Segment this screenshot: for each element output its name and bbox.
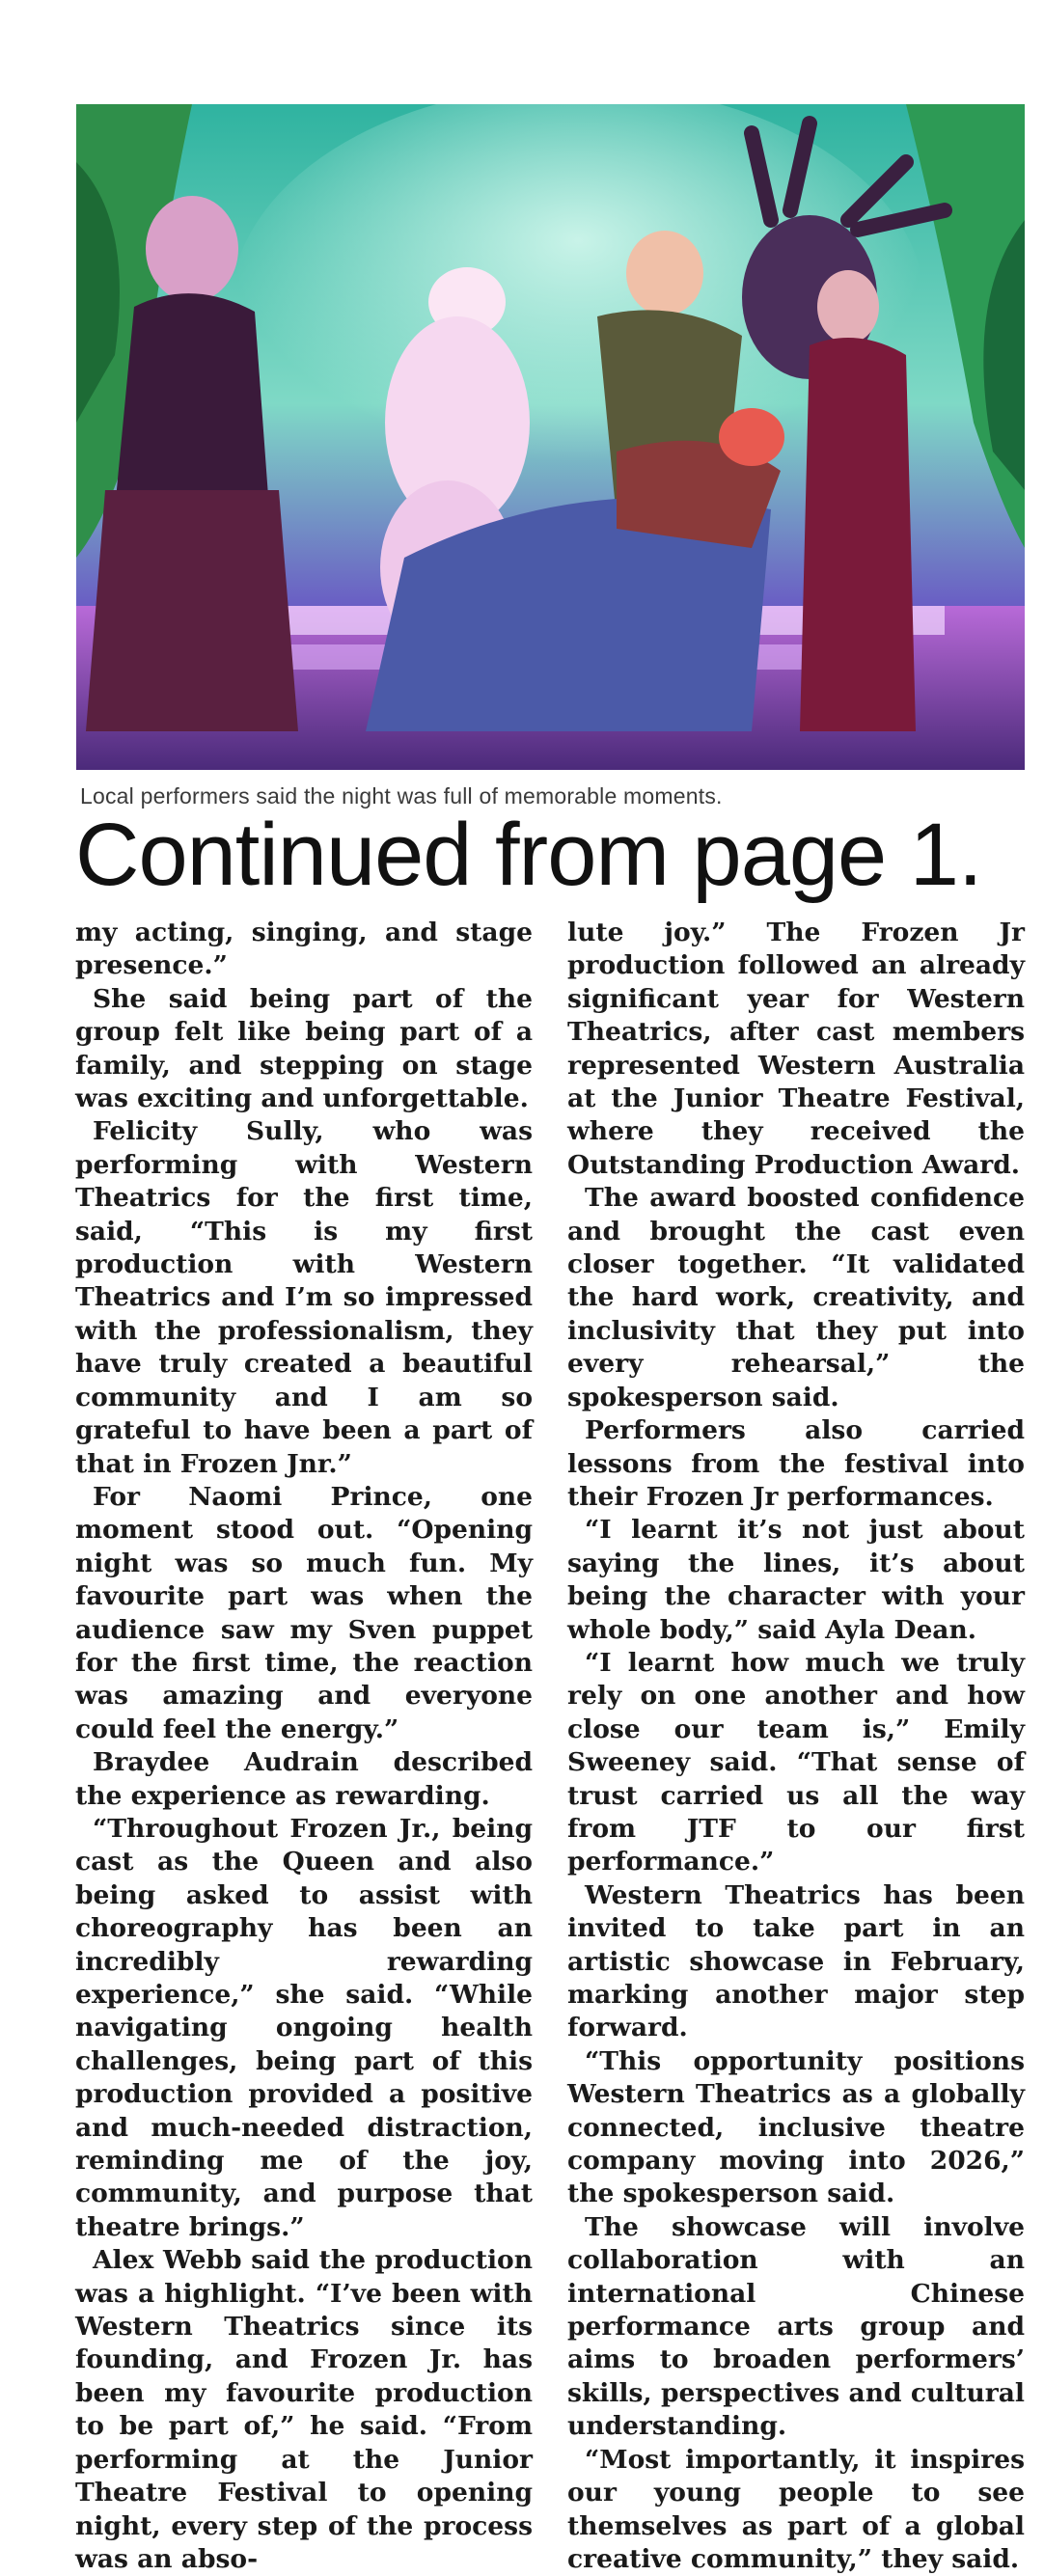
article-paragraph: Felicity Sully, who was performing with Western Theatrics for the first time, said, “This is my first production with Western Theatrics and I’m so impressed with the professionalism, they have truly created a beautiful community and I am so grateful to have been a part of that in Frozen Jnr.”	[75, 1116, 533, 1479]
photo-caption: Local performers said the night was full of memorable moments.	[80, 783, 723, 808]
page-headline: Continued from page 1.	[75, 806, 982, 904]
article-paragraph: Western Theatrics has been invited to take part in an artistic showcase in February, marking another major step forward.	[567, 1879, 1025, 2043]
article-paragraph: “Most importantly, it inspires our young people to see themselves as part of a global creative community,” they said.	[567, 2444, 1025, 2574]
article-paragraph: Braydee Audrain described the experience as rewarding.	[75, 1747, 533, 1811]
article-paragraph: “I learnt it’s not just about saying the lines, it’s about being the character with your whole body,” said Ayla Dean.	[567, 1515, 1025, 1645]
article-column-left	[75, 917, 533, 2576]
article-paragraph: my acting, singing, and stage presence.”	[75, 918, 533, 981]
article-column-right	[567, 917, 1025, 2576]
article-paragraph: The award boosted confidence and brought the cast even closer together. “It validated the hard work, creativity, and inclusivity that they put into every rehearsal,” the spokesperson said.	[567, 1183, 1025, 1412]
article-paragraph: Performers also carried lessons from the festival into their Frozen Jr performances.	[567, 1415, 1025, 1512]
article-paragraph: “This opportunity positions Western Theatrics as a globally connected, inclusive theatre company moving into 2026,” the spokesperson said.	[567, 2045, 1025, 2209]
article-paragraph: She said being part of the group felt like being part of a family, and stepping on stage was exciting and unforgettable.	[75, 983, 533, 1114]
article-paragraph: The showcase will involve collaboration with an international Chinese performance arts group and aims to broaden performers’ skills, perspectives and cultural understanding.	[567, 2211, 1025, 2442]
article-paragraph: For Naomi Prince, one moment stood out. “Opening night was so much fun. My favourite part was when the audience saw my Sven puppet for the first time, the reaction was amazing and everyone could feel the energy.”	[75, 1481, 533, 1744]
article-paragraph: Alex Webb said the production was a highlight. “I’ve been with Western Theatrics since its founding, and Frozen Jr. has been my favourite production to be part of,” he said. “From performing at the Junior Theatre Festival to opening night, every step of the process was an abso-	[75, 2245, 533, 2574]
article-paragraph: “I learnt how much we truly rely on one another and how close our team is,” Emily Sweeney said. “That sense of trust carried us all the way from JTF to our first performance.”	[567, 1647, 1025, 1877]
stage-photo	[76, 104, 1025, 770]
article-paragraph: “Throughout Frozen Jr., being cast as the Queen and also being asked to assist with choreography has been an incredibly rewarding experience,” she said. “While navigating ongoing health challenges, being part of this production provided a positive and much-needed distraction, reminding me of the joy, community, and purpose that theatre brings.”	[75, 1813, 533, 2242]
article-paragraph: lute joy.” The Frozen Jr production followed an already significant year for Western Theatrics, after cast members represented Western Australia at the Junior Theatre Festival, where they received the Outstanding Production Award.	[567, 918, 1025, 1180]
stage-scene-illustration	[76, 104, 1025, 770]
